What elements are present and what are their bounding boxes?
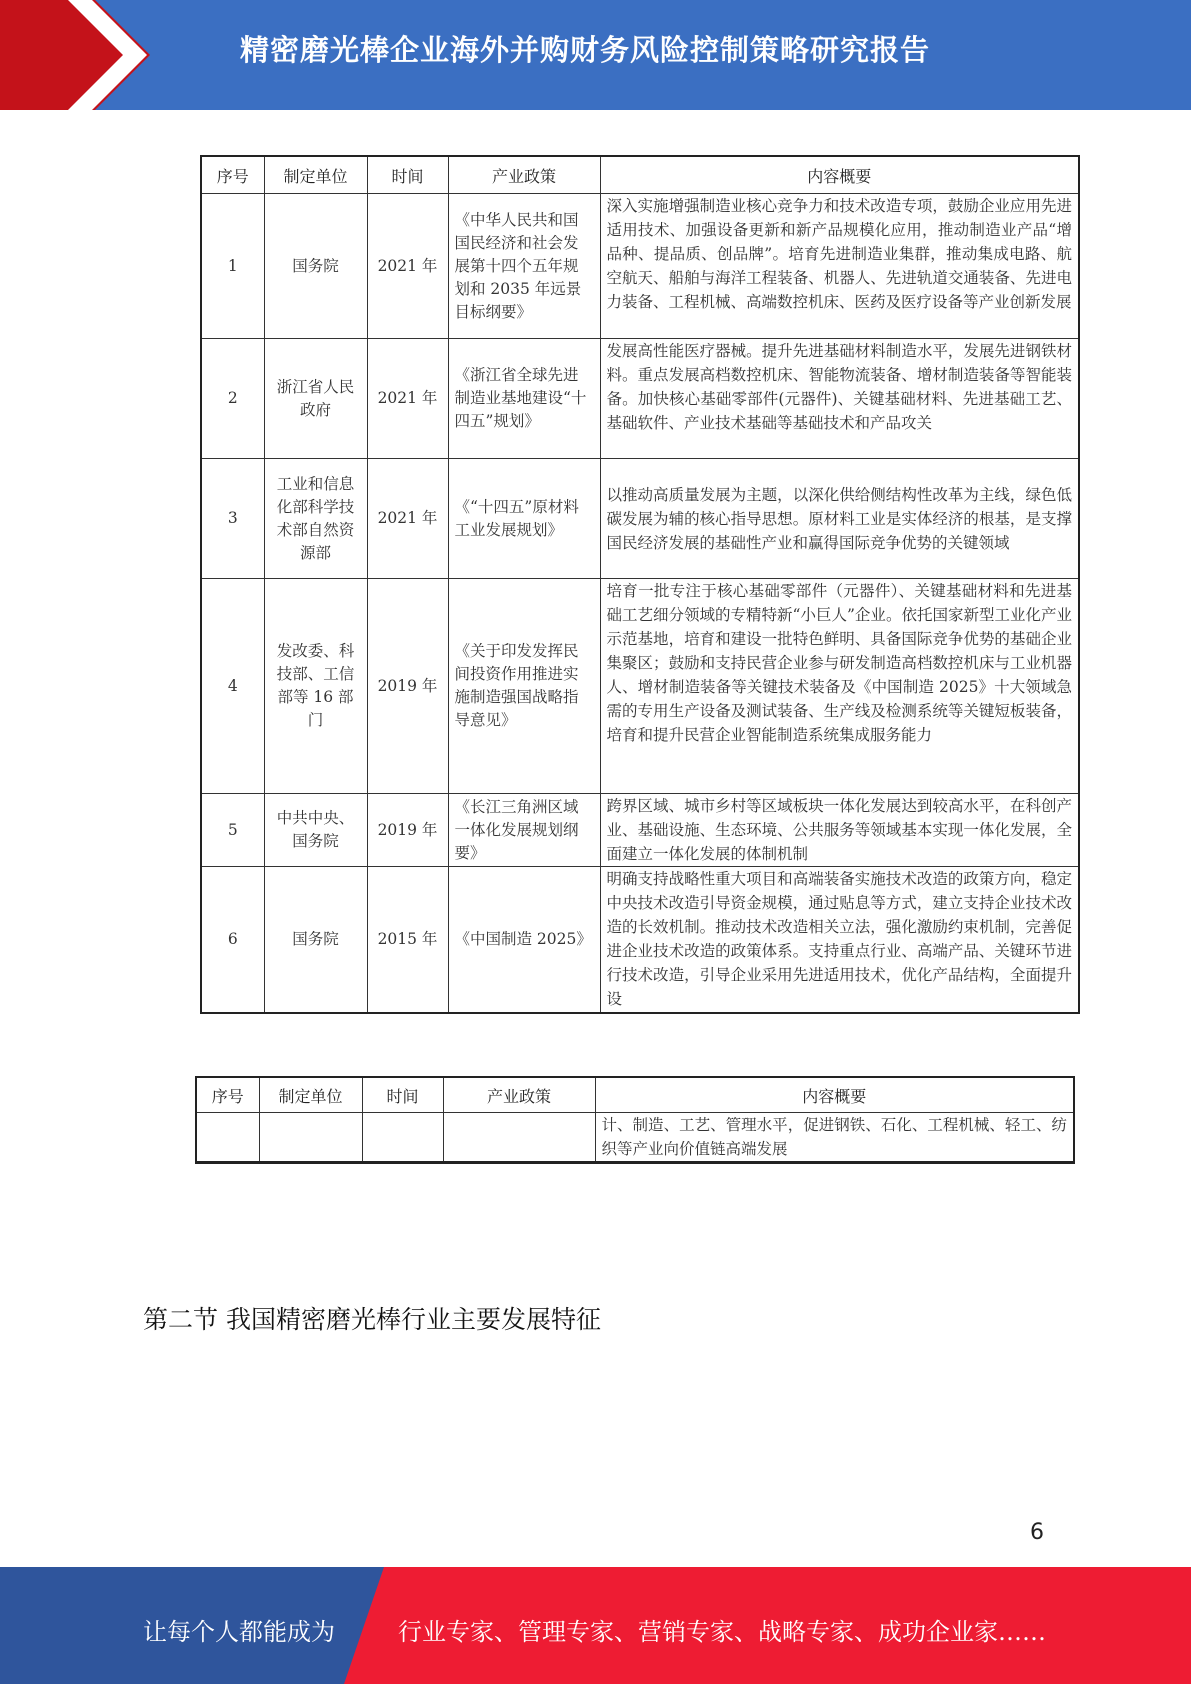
cell-no: 5 [201,794,264,867]
column-header-summary: 内容概要 [595,1077,1074,1113]
cell-unit: 国务院 [264,867,367,1013]
report-title: 精密磨光棒企业海外并购财务风险控制策略研究报告 [240,33,931,67]
cell-no: 1 [201,194,264,339]
table-row [201,459,1079,579]
cell-year: 2019 年 [367,794,448,867]
cell-year: 2021 年 [367,339,448,459]
cell-no: 3 [201,459,264,579]
cell-no [196,1113,259,1163]
cell-no: 6 [201,867,264,1013]
column-header-policy: 产业政策 [443,1077,595,1113]
cell-unit: 中共中央、国务院 [264,794,367,867]
cell-year: 2021 年 [367,194,448,339]
policy-table-continued [195,1076,1075,1164]
cell-unit: 国务院 [264,194,367,339]
cell-summary: 明确支持战略性重大项目和高端装备实施技术改造的政策方向，稳定中央技术改造引导资金规模，通过贴息等方式，建立支持企业技术改造的长效机制。推动技术改造相关立法，强化激励约束机制，完善促进企业技术改造的政策体系。支持重点行业、高端产品、关键环节进行技术改造，引导企业采用先进适用技术，优化产品结构，全面提升设 [600,867,1079,1013]
cell-summary: 跨界区域、城市乡村等区域板块一体化发展达到较高水平，在科创产业、基础设施、生态环境、公共服务等领域基本实现一体化发展，全面建立一体化发展的体制机制 [600,794,1079,867]
cell-unit: 工业和信息化部科学技术部自然资源部 [264,459,367,579]
cell-policy: 《“十四五”原材料工业发展规划》 [448,459,600,579]
table-row [201,579,1079,794]
footer-slogan-left: 让每个人都能成为 [143,1618,335,1646]
column-header-summary: 内容概要 [600,156,1079,194]
cell-no: 2 [201,339,264,459]
table-row [201,339,1079,459]
table-row [201,194,1079,339]
cell-no: 4 [201,579,264,794]
cell-unit [259,1113,362,1163]
cell-year: 2019 年 [367,579,448,794]
cell-summary: 深入实施增强制造业核心竞争力和技术改造专项，鼓励企业应用先进适用技术、加强设备更新和新产品规模化应用，推动制造业产品“增品种、提品质、创品牌”。培育先进制造业集群，推动集成电路、航空航天、船舶与海洋工程装备、机器人、先进轨道交通装备、先进电力装备、工程机械、高端数控机床、医药及医疗设备等产业创新发展 [600,194,1079,339]
column-header-unit: 制定单位 [259,1077,362,1113]
column-header-year: 时间 [367,156,448,194]
header-banner [0,0,1191,110]
cell-policy: 《关于印发发挥民间投资作用推进实施制造强国战略指导意见》 [448,579,600,794]
cell-policy: 《浙江省全球先进制造业基地建设“十四五”规划》 [448,339,600,459]
cell-unit: 浙江省人民政府 [264,339,367,459]
column-header-year: 时间 [362,1077,443,1113]
cell-summary: 发展高性能医疗器械。提升先进基础材料制造水平，发展先进钢铁材料。重点发展高档数控机床、智能物流装备、增材制造装备等智能装备。加快核心基础零部件(元器件)、关键基础材料、先进基础工艺、基础软件、产业技术基础等基础技术和产品攻关 [600,339,1079,459]
policy-table [200,155,1080,1014]
table-header-row [201,156,1079,194]
table-row [201,867,1079,1013]
cell-policy: 《中华人民共和国国民经济和社会发展第十四个五年规划和 2035 年远景目标纲要》 [448,194,600,339]
cell-summary: 以推动高质量发展为主题，以深化供给侧结构性改革为主线，绿色低碳发展为辅的核心指导思想。原材料工业是实体经济的根基，是支撑国民经济发展的基础性产业和赢得国际竞争优势的关键领域 [600,459,1079,579]
chevron-logo-icon [0,0,160,110]
section-heading: 第二节 我国精密磨光棒行业主要发展特征 [143,1305,601,1334]
column-header-policy: 产业政策 [448,156,600,194]
cell-year [362,1113,443,1163]
table-row [201,794,1079,867]
column-header-no: 序号 [201,156,264,194]
cell-summary: 培育一批专注于核心基础零部件（元器件）、关键基础材料和先进基础工艺细分领域的专精特新“小巨人”企业。依托国家新型工业化产业示范基地，培育和建设一批特色鲜明、具备国际竞争优势的基础企业集聚区；鼓励和支持民营企业参与研发制造高档数控机床与工业机器人、增材制造装备等关键技术装备及《中国制造 2025》十大领域急需的专用生产设备及测试装备、生产线及检测系统等关键短板装备，培育和提升民营企业智能制造系统集成服务能力 [600,579,1079,794]
footer-slogan-right: 行业专家、管理专家、营销专家、战略专家、成功企业家…… [398,1618,1046,1646]
cell-unit: 发改委、科技部、工信部等 16 部门 [264,579,367,794]
cell-policy [443,1113,595,1163]
table-header-row [196,1077,1074,1113]
column-header-no: 序号 [196,1077,259,1113]
cell-summary: 计、制造、工艺、管理水平，促进钢铁、石化、工程机械、轻工、纺织等产业向价值链高端发展 [595,1113,1074,1163]
column-header-unit: 制定单位 [264,156,367,194]
cell-policy: 《长江三角洲区域一体化发展规划纲要》 [448,794,600,867]
table-row [196,1113,1074,1163]
cell-year: 2021 年 [367,459,448,579]
cell-year: 2015 年 [367,867,448,1013]
cell-policy: 《中国制造 2025》 [448,867,600,1013]
page-number: 6 [1030,1520,1044,1545]
